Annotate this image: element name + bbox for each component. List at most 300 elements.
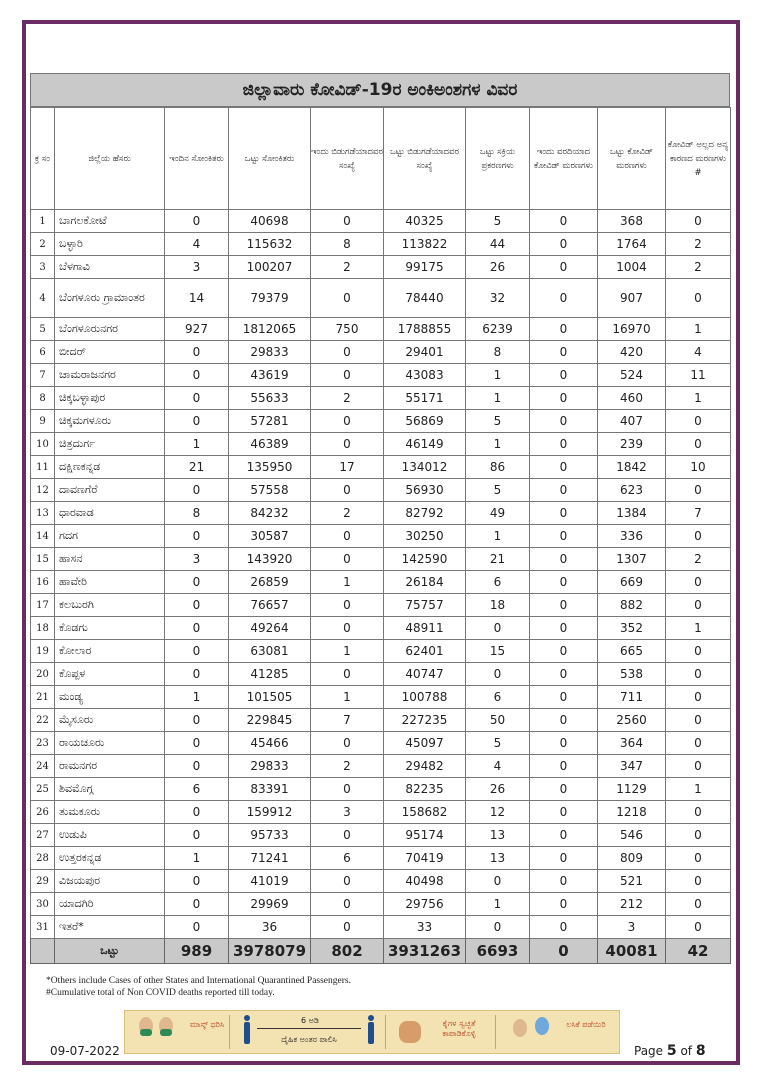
table-cell: 0 — [530, 847, 598, 870]
table-row — [31, 801, 731, 824]
table-cell: 1 — [466, 893, 530, 916]
table-cell: 17 — [311, 456, 384, 479]
table-cell: 2 — [666, 233, 731, 256]
row-sn: 17 — [31, 594, 55, 617]
table-cell: 1 — [666, 617, 731, 640]
table-row — [31, 479, 731, 502]
page-current: 5 — [666, 1043, 677, 1059]
table-cell: 0 — [666, 410, 731, 433]
table-cell: 46389 — [229, 433, 311, 456]
distance-text: ದೈಹಿಕ ಅಂತರ ಪಾಲಿಸಿ — [281, 1035, 337, 1044]
table-cell: 0 — [165, 640, 229, 663]
row-sn: 12 — [31, 479, 55, 502]
district-name: ಚಿತ್ರದುರ್ಗ — [55, 433, 165, 456]
table-cell: 0 — [530, 456, 598, 479]
district-name: ಯಾದಗಿರಿ — [55, 893, 165, 916]
table-cell: 33 — [384, 916, 466, 939]
distance-arrow-icon — [257, 1028, 361, 1029]
table-cell: 0 — [530, 663, 598, 686]
header-total-active: ಒಟ್ಟು ಸಕ್ರಿಯ ಪ್ರಕರಣಗಳು — [466, 108, 530, 210]
table-cell: 0 — [530, 594, 598, 617]
mask-icon — [140, 1029, 152, 1036]
table-cell: 29833 — [229, 755, 311, 778]
table-cell: 0 — [666, 663, 731, 686]
row-sn: 7 — [31, 364, 55, 387]
table-cell: 0 — [311, 210, 384, 233]
row-sn: 5 — [31, 318, 55, 341]
table-cell: 6 — [466, 571, 530, 594]
header-deaths-today: ಇಂದು ವರದಿಯಾದ ಕೋವಿಡ್ ಮರಣಗಳು — [530, 108, 598, 210]
row-sn: 30 — [31, 893, 55, 916]
table-cell: 95174 — [384, 824, 466, 847]
district-name: ಬಳ್ಳಾರಿ — [55, 233, 165, 256]
table-cell: 1 — [666, 387, 731, 410]
table-cell: 26859 — [229, 571, 311, 594]
table-cell: 0 — [530, 256, 598, 279]
table-cell: 40498 — [384, 870, 466, 893]
table-row — [31, 279, 731, 318]
vaccine-icon — [513, 1019, 527, 1037]
table-row — [31, 640, 731, 663]
table-cell: 8 — [165, 502, 229, 525]
table-cell: 0 — [311, 479, 384, 502]
table-cell: 30250 — [384, 525, 466, 548]
row-sn: 10 — [31, 433, 55, 456]
table-cell: 809 — [598, 847, 666, 870]
row-sn: 31 — [31, 916, 55, 939]
total-row — [31, 939, 731, 964]
district-name: ಹಾವೇರಿ — [55, 571, 165, 594]
person-icon — [243, 1015, 251, 1045]
table-cell: 0 — [666, 210, 731, 233]
table-cell: 0 — [530, 433, 598, 456]
report-date: 09-07-2022 — [50, 1044, 120, 1058]
total-cell: 0 — [530, 939, 598, 964]
report-title: ಜಿಲ್ಲಾವಾರು ಕೋವಿಡ್-19ರ ಅಂಕಿಅಂಶಗಳ ವಿವರ — [30, 73, 730, 107]
distance-value: 6 ಅಡಿ — [301, 1016, 319, 1025]
table-row — [31, 210, 731, 233]
table-cell: 0 — [666, 847, 731, 870]
table-cell: 0 — [530, 387, 598, 410]
table-cell: 158682 — [384, 801, 466, 824]
header-non-covid-deaths: ಕೋವಿಡ್ ಅಲ್ಲದ ಅನ್ಯ ಕಾರಣದ ಮರಣಗಳು # — [666, 108, 731, 210]
row-sn: 3 — [31, 256, 55, 279]
table-cell: 0 — [311, 433, 384, 456]
table-row — [31, 456, 731, 479]
table-cell: 2 — [311, 256, 384, 279]
table-cell: 16970 — [598, 318, 666, 341]
table-cell: 1842 — [598, 456, 666, 479]
table-cell: 30587 — [229, 525, 311, 548]
table-cell: 0 — [311, 410, 384, 433]
table-cell: 3 — [311, 801, 384, 824]
hand-text: ಕೈಗಳ ಸ್ವಚ್ಛತೆ ಕಾಪಾಡಿಕೊಳ್ಳಿ — [442, 1019, 476, 1038]
table-cell: 56869 — [384, 410, 466, 433]
table-row — [31, 847, 731, 870]
table-cell: 1 — [311, 686, 384, 709]
table-cell: 101505 — [229, 686, 311, 709]
table-cell: 1384 — [598, 502, 666, 525]
table-cell: 0 — [165, 364, 229, 387]
district-name: ಬೀದರ್ — [55, 341, 165, 364]
total-cell: 40081 — [598, 939, 666, 964]
table-cell: 0 — [530, 233, 598, 256]
row-sn: 1 — [31, 210, 55, 233]
row-sn: 9 — [31, 410, 55, 433]
table-cell: 41019 — [229, 870, 311, 893]
table-cell: 623 — [598, 479, 666, 502]
table-cell: 750 — [311, 318, 384, 341]
table-cell: 1004 — [598, 256, 666, 279]
table-cell: 927 — [165, 318, 229, 341]
row-sn: 6 — [31, 341, 55, 364]
table-cell: 6239 — [466, 318, 530, 341]
table-cell: 21 — [466, 548, 530, 571]
person-icon — [367, 1015, 375, 1045]
table-row — [31, 916, 731, 939]
table-cell: 55633 — [229, 387, 311, 410]
table-cell: 84232 — [229, 502, 311, 525]
table-cell: 882 — [598, 594, 666, 617]
table-cell: 6 — [165, 778, 229, 801]
table-cell: 352 — [598, 617, 666, 640]
table-cell: 2 — [311, 502, 384, 525]
table-cell: 0 — [165, 893, 229, 916]
table-cell: 0 — [165, 210, 229, 233]
row-sn: 16 — [31, 571, 55, 594]
table-cell: 0 — [530, 341, 598, 364]
district-name: ಧಾರವಾಡ — [55, 502, 165, 525]
table-cell: 0 — [165, 755, 229, 778]
table-cell: 2 — [311, 755, 384, 778]
header-todays-positive: ಇಂದಿನ ಸೋಂಕಿತರು — [165, 108, 229, 210]
district-name: ಚಾಮರಾಜನಗರ — [55, 364, 165, 387]
table-row — [31, 755, 731, 778]
table-cell: 0 — [165, 824, 229, 847]
district-name: ಬಾಗಲಕೋಟೆ — [55, 210, 165, 233]
table-cell: 227235 — [384, 709, 466, 732]
table-cell: 5 — [466, 410, 530, 433]
table-row — [31, 233, 731, 256]
table-cell: 0 — [530, 870, 598, 893]
header-discharged-today: ಇಂದು ಬಿಡುಗಡೆಯಾದವರ ಸಂಖ್ಯೆ — [311, 108, 384, 210]
table-cell: 0 — [530, 916, 598, 939]
table-cell: 32 — [466, 279, 530, 318]
table-cell: 95733 — [229, 824, 311, 847]
divider — [495, 1015, 496, 1049]
table-cell: 239 — [598, 433, 666, 456]
table-cell: 143920 — [229, 548, 311, 571]
table-cell: 4 — [666, 341, 731, 364]
total-blank-cell — [31, 939, 55, 964]
table-cell: 0 — [530, 617, 598, 640]
table-cell: 49 — [466, 502, 530, 525]
row-sn: 28 — [31, 847, 55, 870]
table-cell: 99175 — [384, 256, 466, 279]
table-cell: 0 — [466, 916, 530, 939]
table-cell: 0 — [666, 594, 731, 617]
table-cell: 0 — [165, 525, 229, 548]
table-cell: 1812065 — [229, 318, 311, 341]
table-cell: 0 — [311, 824, 384, 847]
district-name: ಹಾಸನ — [55, 548, 165, 571]
table-cell: 26 — [466, 256, 530, 279]
table-cell: 1 — [666, 318, 731, 341]
table-cell: 0 — [530, 755, 598, 778]
table-cell: 0 — [311, 732, 384, 755]
footnotes — [46, 975, 351, 999]
table-cell: 11 — [666, 364, 731, 387]
district-name: ಇತರೆ* — [55, 916, 165, 939]
table-cell: 29833 — [229, 341, 311, 364]
district-name: ಬೆಂಗಳೂರು ಗ್ರಾಮಾಂತರ — [55, 279, 165, 318]
table-cell: 13 — [466, 847, 530, 870]
table-cell: 1 — [466, 364, 530, 387]
table-cell: 0 — [311, 893, 384, 916]
table-cell: 40747 — [384, 663, 466, 686]
table-cell: 0 — [165, 870, 229, 893]
total-cell: 42 — [666, 939, 731, 964]
table-cell: 70419 — [384, 847, 466, 870]
table-row — [31, 617, 731, 640]
row-sn: 8 — [31, 387, 55, 410]
table-cell: 0 — [530, 686, 598, 709]
district-name: ದಾವಣಗೆರೆ — [55, 479, 165, 502]
district-name: ಕೊಪ್ಪಳ — [55, 663, 165, 686]
row-sn: 29 — [31, 870, 55, 893]
table-cell: 0 — [165, 571, 229, 594]
table-cell: 5 — [466, 210, 530, 233]
table-cell: 2 — [666, 548, 731, 571]
table-cell: 0 — [165, 617, 229, 640]
table-cell: 0 — [666, 870, 731, 893]
table-cell: 0 — [666, 755, 731, 778]
table-cell: 100207 — [229, 256, 311, 279]
district-name: ಮೈಸೂರು — [55, 709, 165, 732]
table-cell: 115632 — [229, 233, 311, 256]
table-cell: 0 — [666, 916, 731, 939]
table-cell: 45097 — [384, 732, 466, 755]
table-cell: 1 — [311, 571, 384, 594]
table-cell: 10 — [666, 456, 731, 479]
table-cell: 0 — [530, 548, 598, 571]
table-cell: 14 — [165, 279, 229, 318]
table-cell: 113822 — [384, 233, 466, 256]
table-cell: 907 — [598, 279, 666, 318]
table-cell: 1 — [165, 847, 229, 870]
district-name: ಬೆಳಗಾವಿ — [55, 256, 165, 279]
table-row — [31, 502, 731, 525]
table-cell: 43619 — [229, 364, 311, 387]
table-cell: 0 — [311, 594, 384, 617]
table-cell: 407 — [598, 410, 666, 433]
table-cell: 0 — [311, 916, 384, 939]
table-cell: 41285 — [229, 663, 311, 686]
table-cell: 0 — [311, 279, 384, 318]
row-sn: 13 — [31, 502, 55, 525]
table-cell: 142590 — [384, 548, 466, 571]
table-cell: 212 — [598, 893, 666, 916]
table-cell: 79379 — [229, 279, 311, 318]
table-cell: 75757 — [384, 594, 466, 617]
table-cell: 62401 — [384, 640, 466, 663]
table-cell: 12 — [466, 801, 530, 824]
table-cell: 0 — [165, 341, 229, 364]
table-cell: 40325 — [384, 210, 466, 233]
divider — [229, 1015, 230, 1049]
table-cell: 29482 — [384, 755, 466, 778]
district-name: ಗದಗ — [55, 525, 165, 548]
table-cell: 0 — [466, 617, 530, 640]
table-cell: 6 — [466, 686, 530, 709]
table-cell: 26 — [466, 778, 530, 801]
table-cell: 336 — [598, 525, 666, 548]
district-name: ರಾಮನಗರ — [55, 755, 165, 778]
table-cell: 1 — [311, 640, 384, 663]
table-cell: 8 — [466, 341, 530, 364]
table-row — [31, 256, 731, 279]
table-cell: 0 — [311, 778, 384, 801]
table-cell: 524 — [598, 364, 666, 387]
table-cell: 46149 — [384, 433, 466, 456]
row-sn: 21 — [31, 686, 55, 709]
district-name: ಬೆಂಗಳೂರುನಗರ — [55, 318, 165, 341]
row-sn: 11 — [31, 456, 55, 479]
table-row — [31, 548, 731, 571]
table-cell: 0 — [530, 571, 598, 594]
table-cell: 0 — [666, 525, 731, 548]
table-cell: 0 — [311, 341, 384, 364]
district-name: ತುಮಕೂರು — [55, 801, 165, 824]
district-name: ದಕ್ಷಿಣಕನ್ನಡ — [55, 456, 165, 479]
doctor-icon — [535, 1017, 549, 1035]
total-label: ಒಟ್ಟು — [55, 939, 165, 964]
table-cell: 55171 — [384, 387, 466, 410]
table-row — [31, 318, 731, 341]
table-cell: 0 — [666, 433, 731, 456]
table-row — [31, 594, 731, 617]
table-cell: 0 — [311, 870, 384, 893]
row-sn: 26 — [31, 801, 55, 824]
table-cell: 2560 — [598, 709, 666, 732]
table-cell: 0 — [666, 824, 731, 847]
table-cell: 0 — [466, 870, 530, 893]
district-name: ಕಲಬುರಗಿ — [55, 594, 165, 617]
table-cell: 134012 — [384, 456, 466, 479]
table-cell: 1307 — [598, 548, 666, 571]
table-cell: 1 — [165, 433, 229, 456]
hand-wash-icon — [399, 1021, 421, 1043]
table-cell: 0 — [311, 364, 384, 387]
district-covid-table — [30, 107, 731, 964]
table-cell: 3 — [598, 916, 666, 939]
page-of: of — [680, 1044, 693, 1058]
table-cell: 45466 — [229, 732, 311, 755]
table-cell: 364 — [598, 732, 666, 755]
table-cell: 8 — [311, 233, 384, 256]
header-row — [31, 108, 731, 210]
table-cell: 3 — [165, 548, 229, 571]
table-cell: 0 — [165, 709, 229, 732]
table-cell: 0 — [311, 617, 384, 640]
table-cell: 0 — [666, 801, 731, 824]
table-cell: 82792 — [384, 502, 466, 525]
table-cell: 6 — [311, 847, 384, 870]
table-row — [31, 525, 731, 548]
district-name: ಚಿಕ್ಕಬಳ್ಳಾಪುರ — [55, 387, 165, 410]
table-cell: 36 — [229, 916, 311, 939]
table-cell: 57558 — [229, 479, 311, 502]
row-sn: 25 — [31, 778, 55, 801]
row-sn: 2 — [31, 233, 55, 256]
header-district: ಜಿಲ್ಲೆಯ ಹೆಸರು — [55, 108, 165, 210]
total-cell: 3931263 — [384, 939, 466, 964]
table-cell: 711 — [598, 686, 666, 709]
table-cell: 0 — [530, 364, 598, 387]
total-cell: 6693 — [466, 939, 530, 964]
table-cell: 100788 — [384, 686, 466, 709]
district-name: ಕೋಲಾರ — [55, 640, 165, 663]
table-cell: 71241 — [229, 847, 311, 870]
table-cell: 1129 — [598, 778, 666, 801]
table-cell: 0 — [165, 479, 229, 502]
table-cell: 669 — [598, 571, 666, 594]
table-row — [31, 778, 731, 801]
page-prefix: Page — [634, 1044, 664, 1058]
table-cell: 0 — [666, 732, 731, 755]
header-sn: ಕ್ರ ಸಂ — [31, 108, 55, 210]
header-total-deaths: ಒಟ್ಟು ಕೋವಿಡ್ ಮರಣಗಳು — [598, 108, 666, 210]
table-cell: 0 — [311, 548, 384, 571]
table-cell: 1 — [466, 387, 530, 410]
table-cell: 44 — [466, 233, 530, 256]
table-row — [31, 387, 731, 410]
page-number — [634, 1043, 706, 1059]
table-cell: 1 — [666, 778, 731, 801]
table-cell: 0 — [530, 824, 598, 847]
row-sn: 18 — [31, 617, 55, 640]
table-cell: 2 — [666, 256, 731, 279]
district-name: ಶಿವಮೊಗ್ಗ — [55, 778, 165, 801]
table-cell: 0 — [666, 571, 731, 594]
footnote-others: *Others include Cases of other States and International Quarantined Passengers. — [46, 976, 351, 986]
table-row — [31, 870, 731, 893]
table-cell: 0 — [666, 709, 731, 732]
table-cell: 135950 — [229, 456, 311, 479]
district-name: ವಿಜಯಪುರ — [55, 870, 165, 893]
table-row — [31, 341, 731, 364]
awareness-banner — [124, 1010, 620, 1054]
table-cell: 0 — [530, 640, 598, 663]
table-cell: 0 — [666, 640, 731, 663]
table-row — [31, 410, 731, 433]
table-row — [31, 433, 731, 456]
table-cell: 0 — [666, 479, 731, 502]
total-cell: 802 — [311, 939, 384, 964]
district-name: ಉಡುಪಿ — [55, 824, 165, 847]
total-cell: 3978079 — [229, 939, 311, 964]
table-cell: 56930 — [384, 479, 466, 502]
row-sn: 23 — [31, 732, 55, 755]
table-cell: 43083 — [384, 364, 466, 387]
table-row — [31, 893, 731, 916]
table-cell: 0 — [165, 387, 229, 410]
row-sn: 19 — [31, 640, 55, 663]
table-cell: 521 — [598, 870, 666, 893]
table-cell: 13 — [466, 824, 530, 847]
table-cell: 5 — [466, 732, 530, 755]
table-cell: 1 — [466, 525, 530, 548]
